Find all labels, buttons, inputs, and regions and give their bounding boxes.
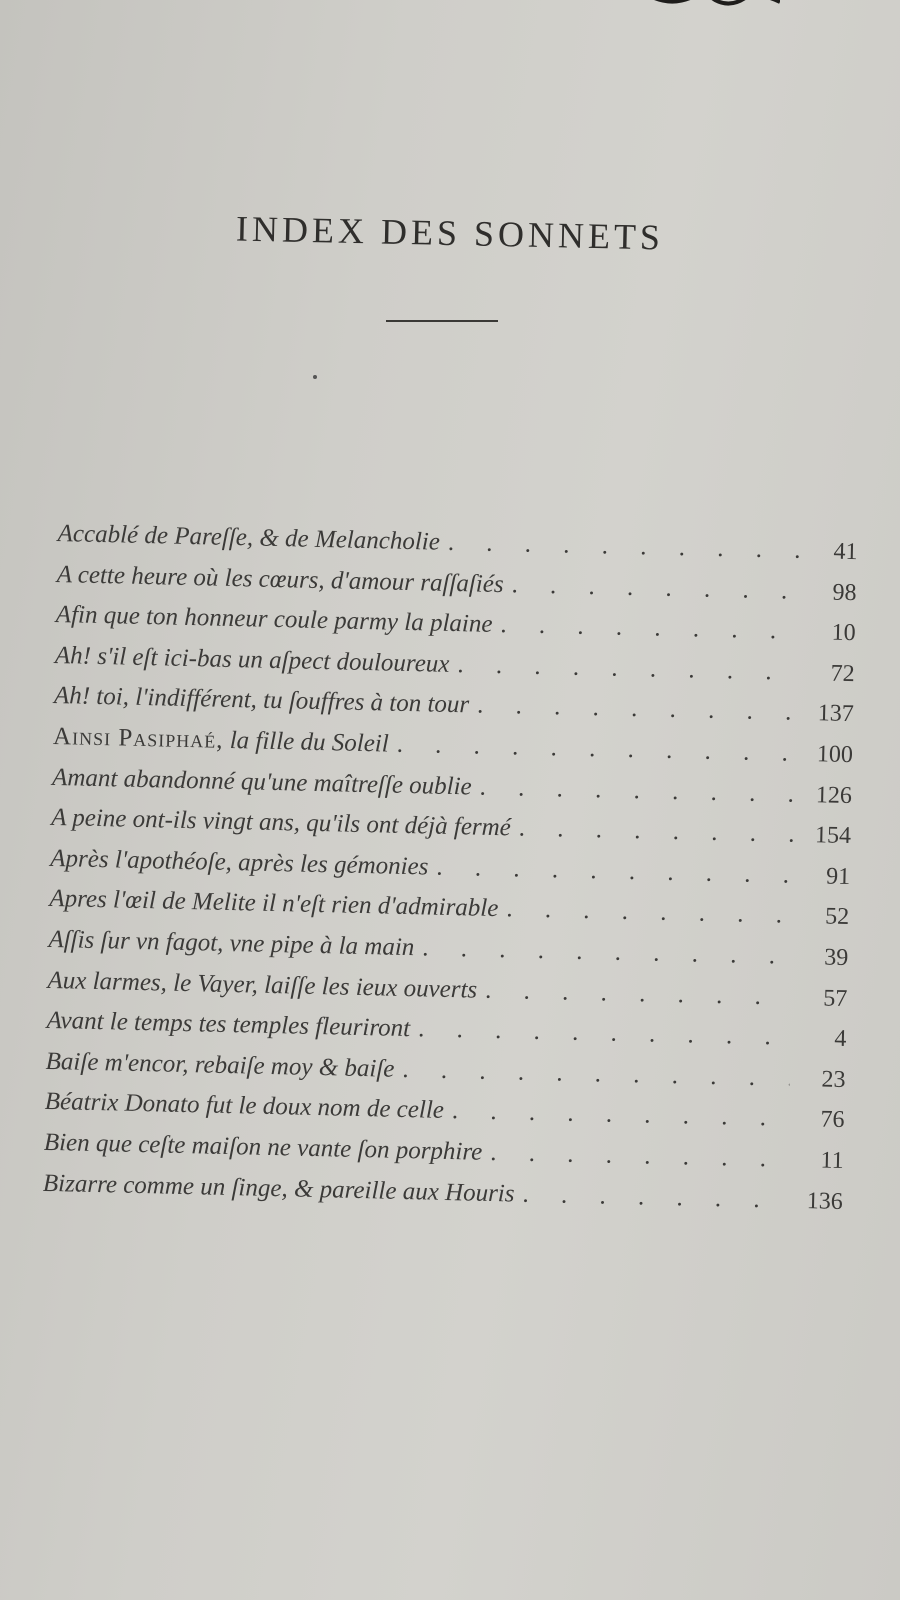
page-number: 137 [817,700,855,728]
entry-title: A cette heure où les cœurs, d'amour raſſaſiés [56,560,504,598]
entry-title: Amant abandonné qu'une maîtreſſe oublie [51,763,473,801]
dot-leader [511,571,801,606]
page-number: 10 [831,619,856,647]
entry-title: Afin que ton honneur coule parmy la plaine [55,601,493,639]
page-number: 41 [833,538,858,566]
entry-title: Bizarre comme un ſinge, & pareille aux Houris [42,1169,515,1208]
page-number: 126 [815,781,853,809]
dot-leader [479,773,796,808]
entry-title: Béatrix Donato fut le doux nom de celle [44,1088,445,1125]
entry-title: Aux larmes, le Vayer, laiſſe les ieux ouverts [47,966,478,1004]
dot-leader [519,815,796,849]
page-number: 72 [830,660,856,687]
entry-title: Bien que ceſte maiſon ne vante ſon porphire [43,1128,483,1166]
page-number: 154 [814,822,852,850]
dot-leader [522,1180,787,1214]
dot-leader [485,976,792,1011]
entry-title: Baiſe m'encor, rebaiſe moy & baiſe [45,1047,395,1083]
page-number: 98 [832,579,857,606]
paper-speck [313,375,317,379]
page-number: 57 [823,985,848,1012]
page-number: 39 [823,944,849,971]
title-rule [386,320,498,322]
entry-title-caps: Ainsi Pasiphaé, [52,722,224,754]
entry-title: Ah! toi, l'indifférent, tu ſouffres à ton tour [53,682,470,719]
dot-leader [448,529,802,565]
entry-title: Aſſis ſur vn fagot, vne pipe à la main [48,925,415,962]
entry-title: Avant le temps tes temples fleuriront [46,1006,411,1043]
entry-title-rest: la fille du Soleil [223,726,390,758]
entry-title: Ah! s'il eſt ici-bas un aſpect douloureux [54,641,450,678]
page-number: 91 [825,863,851,890]
sonnet-index-list [42,520,857,1228]
page-number: 100 [816,741,854,769]
dot-leader [500,611,800,646]
page-number: 76 [820,1106,845,1134]
page-number: 23 [821,1066,846,1093]
top-ornament [650,0,780,8]
dot-leader [506,896,793,931]
entry-title: Après l'apothéoſe, après les gémonies [50,844,429,881]
entry-title: Apres l'œil de Melite il n'eſt rien d'admirable [49,885,499,923]
page-number: 136 [806,1187,844,1215]
page-title: INDEX DES SONNETS [235,208,665,258]
dot-leader [477,692,798,727]
dot-leader [490,1139,788,1174]
page-number: 11 [820,1147,844,1174]
entry-title: Accablé de Pareſſe, & de Melancholie [57,520,441,556]
page-number: 4 [834,1025,847,1053]
page-number: 52 [824,903,850,931]
entry-title: A peine ont-ils vingt ans, qu'ils ont déjà fermé [50,804,512,842]
